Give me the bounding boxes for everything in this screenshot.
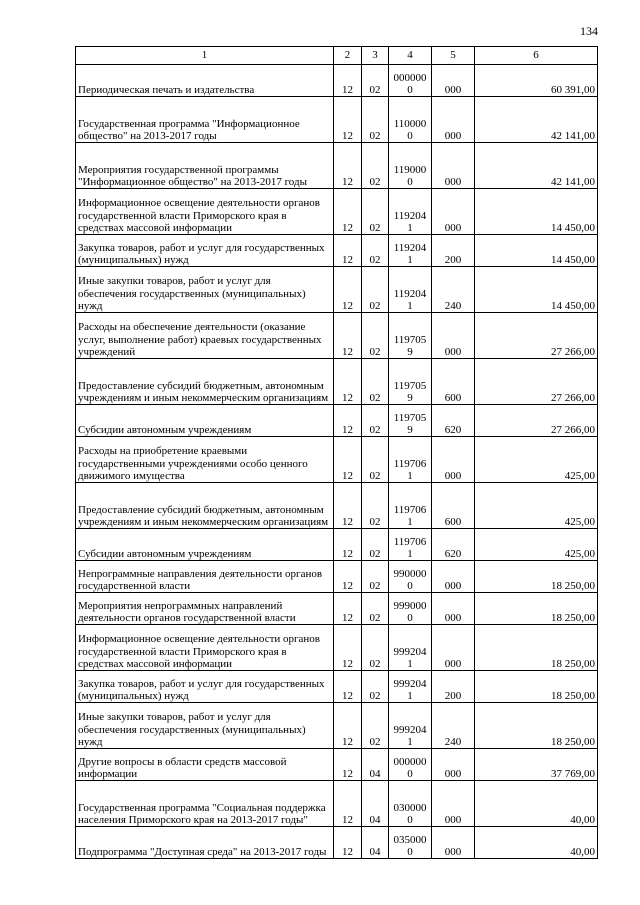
target-code-text: 119705 9 [393, 379, 427, 404]
target-code-cell [389, 143, 432, 189]
target-code-text: 110000 0 [393, 117, 427, 142]
section-cell: 12 [334, 189, 362, 235]
subsection-cell: 02 [362, 267, 389, 313]
target-code-text: 000000 0 [393, 71, 427, 96]
target-code-cell [389, 405, 432, 437]
row-name-cell: Периодическая печать и издательства [76, 65, 334, 97]
table-row [76, 313, 598, 359]
subsection-cell: 02 [362, 703, 389, 749]
table-row [76, 235, 598, 267]
row-name-cell: Закупка товаров, работ и услуг для государственных (муниципальных) нужд [76, 235, 334, 267]
target-code-text: 119705 9 [393, 411, 427, 436]
subsection-cell: 02 [362, 671, 389, 703]
column-header: 2 [334, 47, 362, 65]
target-code-cell [389, 625, 432, 671]
row-name-cell: Субсидии автономным учреждениям [76, 529, 334, 561]
section-cell: 12 [334, 703, 362, 749]
target-code-text: 999204 1 [393, 645, 427, 670]
page-number: 134 [580, 24, 598, 38]
column-header: 4 [389, 47, 432, 65]
amount-cell: 14 450,00 [475, 235, 598, 267]
expense-type-cell: 240 [432, 267, 475, 313]
row-name-cell: Предоставление субсидий бюджетным, автономным учреждениям и иным некоммерческим организациям [76, 483, 334, 529]
target-code-text: 119706 1 [393, 457, 427, 482]
target-code-text: 990000 0 [393, 567, 427, 592]
section-cell: 12 [334, 625, 362, 671]
row-name-cell: Иные закупки товаров, работ и услуг для обеспечения государственных (муниципальных) нужд [76, 267, 334, 313]
expense-type-cell: 620 [432, 529, 475, 561]
subsection-cell: 02 [362, 189, 389, 235]
subsection-cell: 02 [362, 593, 389, 625]
amount-cell: 42 141,00 [475, 143, 598, 189]
expense-type-cell: 000 [432, 827, 475, 859]
target-code-cell [389, 437, 432, 483]
amount-cell: 14 450,00 [475, 267, 598, 313]
target-code-cell [389, 189, 432, 235]
target-code-cell [389, 97, 432, 143]
target-code-text: 119204 1 [393, 241, 427, 266]
target-code-cell [389, 483, 432, 529]
target-code-cell [389, 561, 432, 593]
row-name-cell: Иные закупки товаров, работ и услуг для обеспечения государственных (муниципальных) нужд [76, 703, 334, 749]
target-code-cell [389, 359, 432, 405]
amount-cell: 18 250,00 [475, 703, 598, 749]
expense-type-cell: 000 [432, 97, 475, 143]
row-name-cell: Государственная программа "Информационное общество" на 2013-2017 годы [76, 97, 334, 143]
section-cell: 12 [334, 593, 362, 625]
row-name-cell: Предоставление субсидий бюджетным, автономным учреждениям и иным некоммерческим организациям [76, 359, 334, 405]
target-code-cell [389, 65, 432, 97]
subsection-cell: 02 [362, 235, 389, 267]
target-code-cell [389, 827, 432, 859]
target-code-cell [389, 749, 432, 781]
amount-cell: 60 391,00 [475, 65, 598, 97]
row-name-cell: Другие вопросы в области средств массовой информации [76, 749, 334, 781]
section-cell: 12 [334, 437, 362, 483]
section-cell: 12 [334, 143, 362, 189]
expense-type-cell: 000 [432, 65, 475, 97]
expense-type-cell: 000 [432, 313, 475, 359]
row-name-cell: Информационное освещение деятельности органов государственной власти Приморского края в средствах массовой информации [76, 625, 334, 671]
target-code-cell [389, 267, 432, 313]
section-cell: 12 [334, 529, 362, 561]
amount-cell: 40,00 [475, 781, 598, 827]
row-name-cell: Закупка товаров, работ и услуг для государственных (муниципальных) нужд [76, 671, 334, 703]
table-row [76, 781, 598, 827]
target-code-text: 035000 0 [393, 833, 427, 858]
target-code-text: 030000 0 [393, 801, 427, 826]
expense-type-cell: 000 [432, 437, 475, 483]
expense-type-cell: 000 [432, 561, 475, 593]
amount-cell: 14 450,00 [475, 189, 598, 235]
expense-type-cell: 200 [432, 235, 475, 267]
target-code-text: 999000 0 [393, 599, 427, 624]
amount-cell: 42 141,00 [475, 97, 598, 143]
subsection-cell: 02 [362, 97, 389, 143]
expense-type-cell: 000 [432, 143, 475, 189]
expense-type-cell: 000 [432, 189, 475, 235]
table-row [76, 405, 598, 437]
subsection-cell: 02 [362, 405, 389, 437]
target-code-cell [389, 671, 432, 703]
section-cell: 12 [334, 671, 362, 703]
subsection-cell: 02 [362, 359, 389, 405]
expense-type-cell: 200 [432, 671, 475, 703]
section-cell: 12 [334, 781, 362, 827]
expense-type-cell: 600 [432, 359, 475, 405]
column-header: 1 [76, 47, 334, 65]
amount-cell: 27 266,00 [475, 313, 598, 359]
subsection-cell: 02 [362, 561, 389, 593]
amount-cell: 37 769,00 [475, 749, 598, 781]
table-row [76, 529, 598, 561]
subsection-cell: 02 [362, 143, 389, 189]
amount-cell: 18 250,00 [475, 561, 598, 593]
budget-table [75, 46, 598, 859]
amount-cell: 27 266,00 [475, 405, 598, 437]
target-code-cell [389, 781, 432, 827]
expense-type-cell: 620 [432, 405, 475, 437]
table-header-row [76, 47, 598, 65]
table-row [76, 65, 598, 97]
subsection-cell: 04 [362, 749, 389, 781]
target-code-cell [389, 235, 432, 267]
subsection-cell: 04 [362, 827, 389, 859]
table-body [76, 65, 598, 859]
table-row [76, 561, 598, 593]
table-row [76, 483, 598, 529]
target-code-text: 999204 1 [393, 723, 427, 748]
amount-cell: 27 266,00 [475, 359, 598, 405]
expense-type-cell: 000 [432, 781, 475, 827]
subsection-cell: 02 [362, 529, 389, 561]
target-code-cell [389, 703, 432, 749]
expense-type-cell: 000 [432, 749, 475, 781]
table-row [76, 267, 598, 313]
section-cell: 12 [334, 827, 362, 859]
target-code-text: 999204 1 [393, 677, 427, 702]
table-row [76, 359, 598, 405]
table-row [76, 671, 598, 703]
row-name-cell: Мероприятия государственной программы "Информационное общество" на 2013-2017 годы [76, 143, 334, 189]
amount-cell: 18 250,00 [475, 625, 598, 671]
amount-cell: 425,00 [475, 529, 598, 561]
subsection-cell: 02 [362, 313, 389, 359]
amount-cell: 425,00 [475, 437, 598, 483]
expense-type-cell: 600 [432, 483, 475, 529]
section-cell: 12 [334, 749, 362, 781]
table-row [76, 703, 598, 749]
subsection-cell: 02 [362, 483, 389, 529]
target-code-text: 119706 1 [393, 535, 427, 560]
target-code-text: 119705 9 [393, 333, 427, 358]
expense-type-cell: 240 [432, 703, 475, 749]
row-name-cell: Расходы на приобретение краевыми государственными учреждениями особо ценного движимого имущества [76, 437, 334, 483]
row-name-cell: Подпрограмма "Доступная среда" на 2013-2017 годы [76, 827, 334, 859]
row-name-cell: Информационное освещение деятельности органов государственной власти Приморского края в средствах массовой информации [76, 189, 334, 235]
section-cell: 12 [334, 97, 362, 143]
table-row [76, 749, 598, 781]
section-cell: 12 [334, 267, 362, 313]
column-header: 5 [432, 47, 475, 65]
row-name-cell: Расходы на обеспечение деятельности (оказание услуг, выполнение работ) краевых государственных учреждений [76, 313, 334, 359]
section-cell: 12 [334, 313, 362, 359]
target-code-text: 119204 1 [393, 209, 427, 234]
section-cell: 12 [334, 359, 362, 405]
section-cell: 12 [334, 483, 362, 529]
target-code-text: 119204 1 [393, 287, 427, 312]
subsection-cell: 04 [362, 781, 389, 827]
row-name-cell: Непрограммные направления деятельности органов государственной власти [76, 561, 334, 593]
target-code-text: 000000 0 [393, 755, 427, 780]
expense-type-cell: 000 [432, 593, 475, 625]
target-code-cell [389, 593, 432, 625]
subsection-cell: 02 [362, 437, 389, 483]
target-code-cell [389, 313, 432, 359]
amount-cell: 18 250,00 [475, 593, 598, 625]
expense-type-cell: 000 [432, 625, 475, 671]
column-header: 6 [475, 47, 598, 65]
table-row [76, 189, 598, 235]
subsection-cell: 02 [362, 65, 389, 97]
section-cell: 12 [334, 561, 362, 593]
table-row [76, 143, 598, 189]
subsection-cell: 02 [362, 625, 389, 671]
target-code-cell [389, 529, 432, 561]
column-header: 3 [362, 47, 389, 65]
amount-cell: 425,00 [475, 483, 598, 529]
target-code-text: 119706 1 [393, 503, 427, 528]
table-row [76, 625, 598, 671]
amount-cell: 40,00 [475, 827, 598, 859]
row-name-cell: Субсидии автономным учреждениям [76, 405, 334, 437]
row-name-cell: Государственная программа "Социальная поддержка населения Приморского края на 2013-2017 годы" [76, 781, 334, 827]
section-cell: 12 [334, 405, 362, 437]
table-row [76, 437, 598, 483]
amount-cell: 18 250,00 [475, 671, 598, 703]
table-row [76, 593, 598, 625]
target-code-text: 119000 0 [393, 163, 427, 188]
table-row [76, 827, 598, 859]
section-cell: 12 [334, 65, 362, 97]
table-row [76, 97, 598, 143]
row-name-cell: Мероприятия непрограммных направлений деятельности органов государственной власти [76, 593, 334, 625]
section-cell: 12 [334, 235, 362, 267]
